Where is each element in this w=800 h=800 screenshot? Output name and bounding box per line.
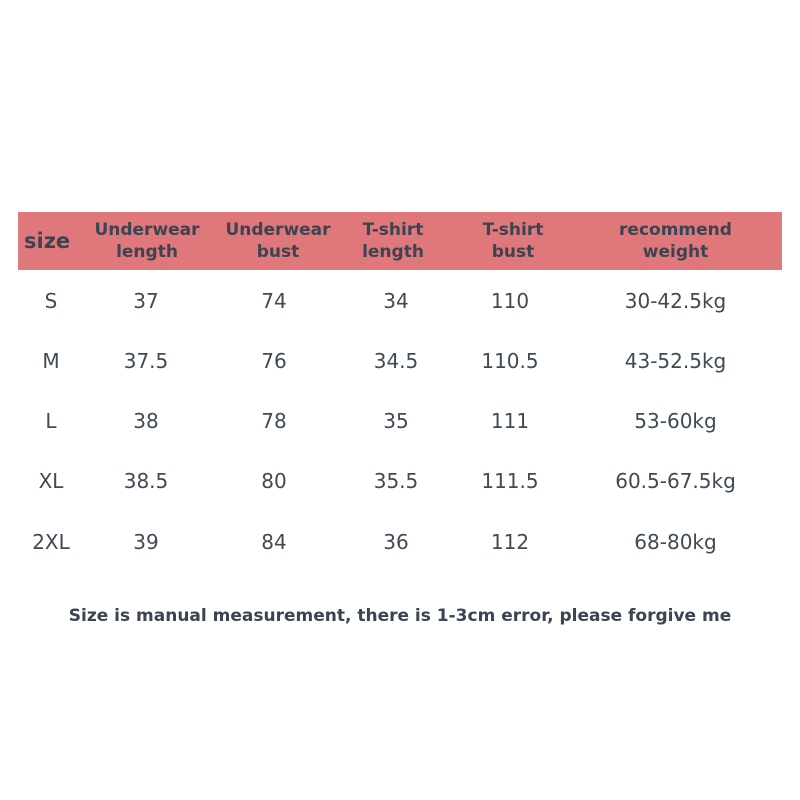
cell-recommend-weight: 53-60kg (634, 409, 717, 433)
table-row (18, 466, 782, 496)
cell-tshirt-length: 35 (383, 409, 409, 433)
cell-recommend-weight: 43-52.5kg (624, 349, 727, 373)
header-size-label: size (24, 229, 71, 253)
cell-underwear-bust: 76 (261, 349, 287, 373)
cell-underwear-length: 38 (133, 409, 159, 433)
table-row (18, 346, 782, 376)
header-recommend-weight-line2: weight (642, 242, 709, 262)
size-chart-header (18, 212, 782, 270)
cell-underwear-length: 38.5 (123, 469, 169, 493)
header-underwear-length (88, 212, 206, 270)
cell-underwear-bust: 80 (261, 469, 287, 493)
cell-tshirt-bust: 112 (490, 530, 530, 554)
header-underwear-bust-line2: bust (256, 242, 300, 262)
table-row (18, 286, 782, 316)
header-tshirt-length-line2: length (362, 242, 424, 262)
header-tshirt-length (348, 212, 438, 270)
measurement-note: Size is manual measurement, there is 1-3cm error, please forgive me (68, 606, 732, 626)
header-underwear-bust (218, 212, 338, 270)
header-tshirt-length-line1: T-shirt (362, 220, 424, 240)
header-underwear-length-line2: length (116, 242, 178, 262)
header-tshirt-bust-line1: T-shirt (482, 220, 544, 240)
header-underwear-bust-line1: Underwear (225, 220, 331, 240)
cell-size: XL (38, 469, 64, 493)
cell-size: L (45, 409, 57, 433)
cell-underwear-bust: 78 (261, 409, 287, 433)
cell-underwear-bust: 74 (261, 289, 287, 313)
header-underwear-length-line1: Underwear (94, 220, 200, 240)
cell-underwear-bust: 84 (261, 530, 287, 554)
cell-size: S (44, 289, 58, 313)
cell-recommend-weight: 30-42.5kg (624, 289, 727, 313)
header-size (18, 212, 94, 270)
cell-underwear-length: 39 (133, 530, 159, 554)
header-tshirt-bust-line2: bust (491, 242, 535, 262)
cell-underwear-length: 37.5 (123, 349, 169, 373)
cell-tshirt-length: 34 (383, 289, 409, 313)
header-tshirt-bust (463, 212, 563, 270)
cell-tshirt-length: 34.5 (373, 349, 419, 373)
header-recommend-weight (603, 212, 748, 270)
cell-tshirt-bust: 111 (490, 409, 530, 433)
cell-tshirt-length: 36 (383, 530, 409, 554)
cell-recommend-weight: 68-80kg (634, 530, 717, 554)
cell-tshirt-bust: 110.5 (481, 349, 539, 373)
table-row (18, 406, 782, 436)
cell-tshirt-bust: 111.5 (481, 469, 539, 493)
cell-size: 2XL (32, 530, 70, 554)
cell-recommend-weight: 60.5-67.5kg (615, 469, 736, 493)
header-recommend-weight-line1: recommend (619, 220, 732, 240)
cell-underwear-length: 37 (133, 289, 159, 313)
cell-size: M (42, 349, 60, 373)
table-row (18, 527, 782, 557)
cell-tshirt-length: 35.5 (373, 469, 419, 493)
cell-tshirt-bust: 110 (490, 289, 530, 313)
